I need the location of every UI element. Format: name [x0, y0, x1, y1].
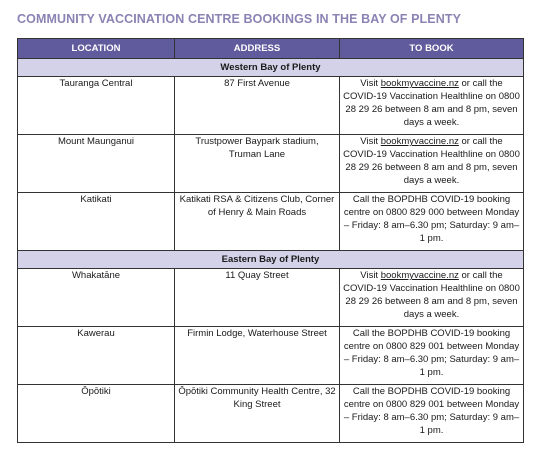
region-row-eastern: [18, 251, 524, 269]
booking-text: or call the COVID-19 Vaccination Healthline on 0800 28 29 26 between 8 am and 8 pm, seven days a week.: [343, 136, 520, 186]
bookings-table: [17, 38, 524, 443]
address-cell: Katikati RSA & Citizens Club, Corner of Henry & Main Roads: [175, 193, 340, 251]
address-cell: 87 First Avenue: [175, 77, 340, 135]
header-to-book: TO BOOK: [340, 39, 524, 59]
booking-text: Call the BOPDHB COVID-19 booking centre on 0800 829 000 between Monday – Friday: 8 am–6.30 pm; Saturday: 9 am–1 pm.: [343, 194, 520, 244]
location-cell: Ōpōtiki: [18, 385, 175, 443]
location-cell: Kawerau: [18, 327, 175, 385]
region-name: Eastern Bay of Plenty: [18, 251, 524, 269]
header-address: ADDRESS: [175, 39, 340, 59]
page-title: COMMUNITY VACCINATION CENTRE BOOKINGS IN THE BAY OF PLENTY: [17, 12, 462, 26]
booking-text: Call the BOPDHB COVID-19 booking centre on 0800 829 001 between Monday – Friday: 8 am–6.30 pm; Saturday: 9 am–1 pm.: [343, 328, 520, 378]
table-row: [18, 327, 524, 385]
location-cell: Mount Maunganui: [18, 135, 175, 193]
region-name: Western Bay of Plenty: [18, 59, 524, 77]
header-location: LOCATION: [18, 39, 175, 59]
booking-cell: [340, 385, 524, 443]
table-header-row: [18, 39, 524, 59]
address-cell: 11 Quay Street: [175, 269, 340, 327]
address-cell: Firmin Lodge, Waterhouse Street: [175, 327, 340, 385]
region-row-western: [18, 59, 524, 77]
table-row: [18, 135, 524, 193]
table-row: [18, 269, 524, 327]
location-cell: Katikati: [18, 193, 175, 251]
booking-text-pre: Visit: [360, 78, 381, 89]
table-row: [18, 385, 524, 443]
booking-cell: [340, 327, 524, 385]
booking-cell: [340, 193, 524, 251]
booking-text: or call the COVID-19 Vaccination Healthline on 0800 28 29 26 between 8 am and 8 pm, seven days a week.: [343, 270, 520, 320]
booking-cell: [340, 135, 524, 193]
table-row: [18, 193, 524, 251]
booking-cell: [340, 77, 524, 135]
bookmyvaccine-link[interactable]: bookmyvaccine.nz: [380, 270, 459, 281]
address-cell: Trustpower Baypark stadium, Truman Lane: [175, 135, 340, 193]
location-cell: Whakatāne: [18, 269, 175, 327]
location-cell: Tauranga Central: [18, 77, 175, 135]
table-row: [18, 77, 524, 135]
booking-cell: [340, 269, 524, 327]
booking-text-pre: Visit: [360, 136, 381, 147]
booking-text: or call the COVID-19 Vaccination Healthline on 0800 28 29 26 between 8 am and 8 pm, seven days a week.: [343, 78, 520, 128]
booking-text: Call the BOPDHB COVID-19 booking centre on 0800 829 001 between Monday – Friday: 8 am–6.30 pm; Saturday: 9 am–1 pm.: [343, 386, 520, 436]
bookmyvaccine-link[interactable]: bookmyvaccine.nz: [380, 78, 459, 89]
booking-text-pre: Visit: [360, 270, 381, 281]
bookmyvaccine-link[interactable]: bookmyvaccine.nz: [380, 136, 459, 147]
address-cell: Ōpōtiki Community Health Centre, 32 King Street: [175, 385, 340, 443]
